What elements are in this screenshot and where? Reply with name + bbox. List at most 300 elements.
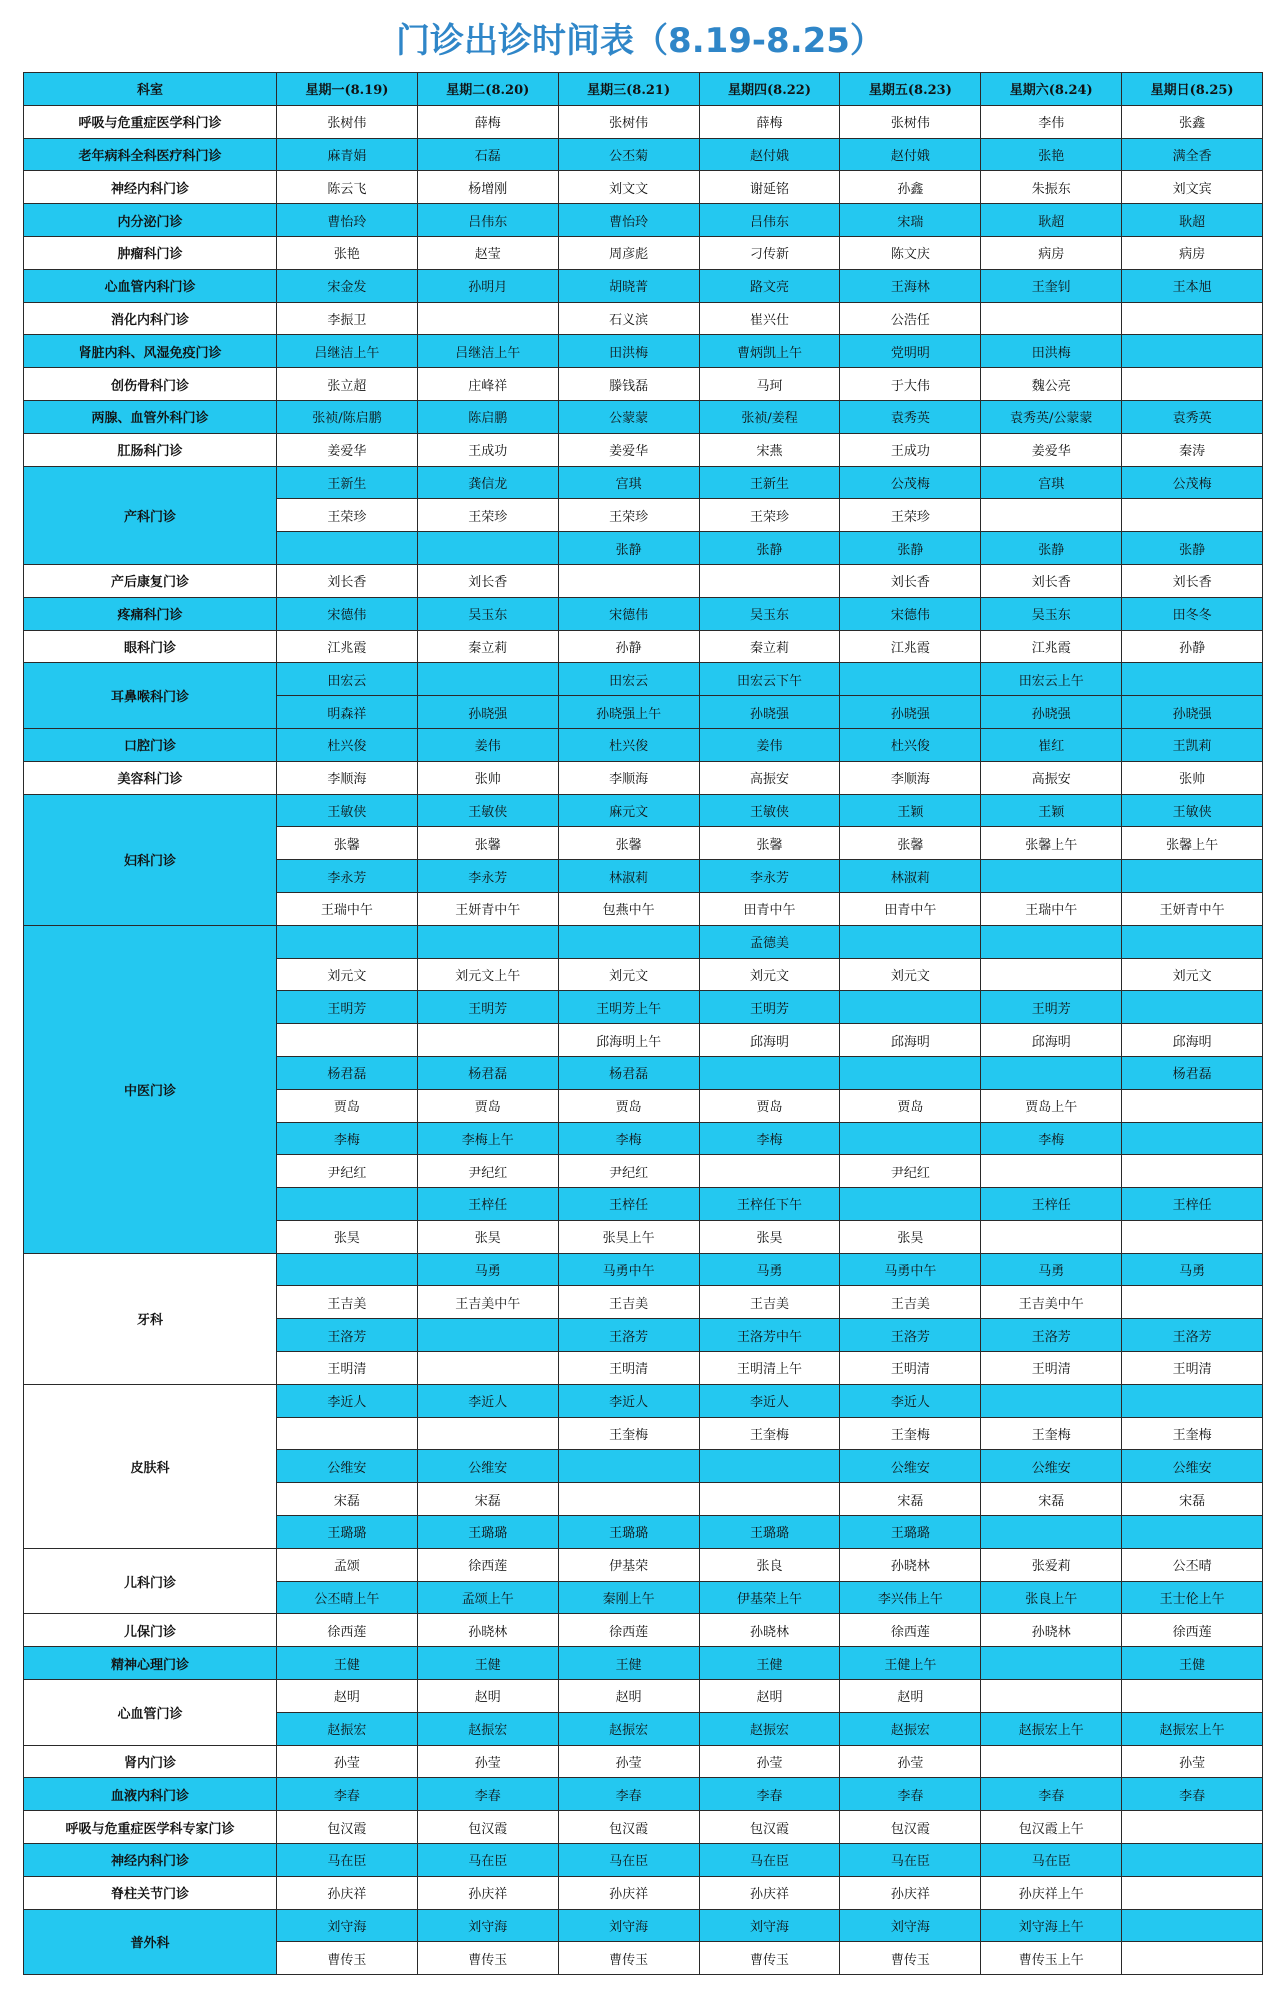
doctor-cell: 马勇中午 [558,1253,699,1286]
doctor-cell [981,1647,1122,1680]
table-row [24,1680,1263,1713]
doctor-cell: 曹炳凯上午 [699,335,840,368]
doctor-cell: 庄峰祥 [417,368,558,401]
doctor-cell: 魏公亮 [981,368,1122,401]
department-cell: 肛肠科门诊 [24,433,277,466]
doctor-cell: 刘守海上午 [981,1909,1122,1942]
doctor-cell: 张馨上午 [1122,827,1263,860]
doctor-cell: 公浩任 [840,302,981,335]
doctor-cell: 秦立莉 [699,630,840,663]
table-row [24,368,1263,401]
doctor-cell: 麻青娟 [277,138,418,171]
doctor-cell: 王吉美 [277,1286,418,1319]
department-cell: 产科门诊 [24,466,277,564]
doctor-cell: 王敏侠 [1122,794,1263,827]
table-row [24,204,1263,237]
doctor-cell: 李梅 [699,1122,840,1155]
doctor-cell: 李梅 [558,1122,699,1155]
doctor-cell: 王荣珍 [277,499,418,532]
doctor-cell: 马勇中午 [840,1253,981,1286]
doctor-cell: 王荣珍 [558,499,699,532]
table-row [24,1614,1263,1647]
doctor-cell: 孙莹 [1122,1745,1263,1778]
doctor-cell: 宋德伟 [277,597,418,630]
table-row [24,302,1263,335]
doctor-cell: 张昊 [699,1220,840,1253]
doctor-cell: 张艳 [981,138,1122,171]
doctor-cell [1122,1122,1263,1155]
doctor-cell [558,1483,699,1516]
doctor-cell: 王璐璐 [277,1516,418,1549]
schedule-body [24,105,1263,1974]
doctor-cell: 张良上午 [981,1581,1122,1614]
table-row [24,728,1263,761]
doctor-cell: 孙静 [1122,630,1263,663]
doctor-cell: 王明芳上午 [558,991,699,1024]
doctor-cell: 孙晓强 [1122,696,1263,729]
doctor-cell: 邱海明 [699,1024,840,1057]
doctor-cell: 尹纪红 [840,1155,981,1188]
doctor-cell: 李梅 [277,1122,418,1155]
doctor-cell: 孙庆祥上午 [981,1876,1122,1909]
doctor-cell: 宫琪 [981,466,1122,499]
doctor-cell: 李永芳 [417,860,558,893]
doctor-cell: 田宏云 [277,663,418,696]
doctor-cell: 袁秀英 [1122,400,1263,433]
doctor-cell: 刘元文 [840,958,981,991]
doctor-cell [981,1056,1122,1089]
doctor-cell [1122,1155,1263,1188]
doctor-cell: 刘守海 [558,1909,699,1942]
doctor-cell: 张馨 [558,827,699,860]
doctor-cell: 孙晓强 [840,696,981,729]
doctor-cell: 王梓任下午 [699,1188,840,1221]
doctor-cell: 赵振宏 [558,1712,699,1745]
doctor-cell: 刁传新 [699,236,840,269]
doctor-cell: 曹传玉 [840,1942,981,1975]
doctor-cell: 李梅上午 [417,1122,558,1155]
doctor-cell: 李顺海 [840,761,981,794]
doctor-cell: 崔兴仕 [699,302,840,335]
doctor-cell: 张树伟 [840,105,981,138]
doctor-cell [1122,1384,1263,1417]
doctor-cell [840,1122,981,1155]
doctor-cell: 王妍青中午 [417,892,558,925]
table-row [24,564,1263,597]
doctor-cell: 王明清 [840,1352,981,1385]
table-row [24,466,1263,499]
doctor-cell [1122,1286,1263,1319]
table-row [24,335,1263,368]
doctor-cell: 赵明 [277,1680,418,1713]
header-friday: 星期五(8.23) [840,73,981,106]
doctor-cell: 宋磊 [840,1483,981,1516]
doctor-cell: 路文亮 [699,269,840,302]
doctor-cell: 袁秀英/公蒙蒙 [981,400,1122,433]
doctor-cell: 吴玉东 [417,597,558,630]
doctor-cell [558,564,699,597]
doctor-cell: 王敏侠 [417,794,558,827]
doctor-cell [417,1319,558,1352]
doctor-cell [277,1253,418,1286]
doctor-cell [840,663,981,696]
doctor-cell: 刘守海 [699,1909,840,1942]
doctor-cell: 邱海明 [1122,1024,1263,1057]
doctor-cell [840,925,981,958]
doctor-cell: 王本旭 [1122,269,1263,302]
doctor-cell: 赵莹 [417,236,558,269]
doctor-cell: 徐西莲 [840,1614,981,1647]
doctor-cell [981,1384,1122,1417]
doctor-cell [699,1483,840,1516]
doctor-cell: 吕伟东 [699,204,840,237]
doctor-cell: 龚信龙 [417,466,558,499]
doctor-cell: 王吉美 [558,1286,699,1319]
doctor-cell: 王瑞中午 [981,892,1122,925]
doctor-cell: 公蒙蒙 [558,400,699,433]
table-row [24,171,1263,204]
department-cell: 老年病科全科医疗科门诊 [24,138,277,171]
department-cell: 牙科 [24,1253,277,1384]
doctor-cell: 李永芳 [699,860,840,893]
doctor-cell: 曹传玉 [277,1942,418,1975]
doctor-cell: 公茂梅 [1122,466,1263,499]
doctor-cell [1122,663,1263,696]
department-cell: 创伤骨科门诊 [24,368,277,401]
doctor-cell: 孙庆祥 [277,1876,418,1909]
doctor-cell: 孟颂 [277,1548,418,1581]
doctor-cell: 李春 [417,1778,558,1811]
doctor-cell: 伊基荣上午 [699,1581,840,1614]
doctor-cell [981,1516,1122,1549]
doctor-cell: 张馨 [277,827,418,860]
doctor-cell [981,1680,1122,1713]
doctor-cell: 陈文庆 [840,236,981,269]
department-cell: 肿瘤科门诊 [24,236,277,269]
doctor-cell: 公维安 [277,1450,418,1483]
doctor-cell [981,860,1122,893]
doctor-cell: 石义滨 [558,302,699,335]
doctor-cell [277,925,418,958]
doctor-cell: 王凯莉 [1122,728,1263,761]
doctor-cell: 王奎梅 [840,1417,981,1450]
doctor-cell: 王洛芳中午 [699,1319,840,1352]
doctor-cell: 宋金发 [277,269,418,302]
doctor-cell: 包汉霞 [277,1811,418,1844]
doctor-cell: 赵振宏 [277,1712,418,1745]
doctor-cell: 刘元文 [277,958,418,991]
doctor-cell: 赵付娥 [840,138,981,171]
doctor-cell: 孙晓强 [981,696,1122,729]
table-row [24,138,1263,171]
doctor-cell: 陈启鹏 [417,400,558,433]
doctor-cell: 王海林 [840,269,981,302]
doctor-cell: 王明清 [558,1352,699,1385]
doctor-cell: 孙晓林 [699,1614,840,1647]
doctor-cell: 陈云飞 [277,171,418,204]
doctor-cell [699,564,840,597]
table-row [24,1778,1263,1811]
doctor-cell: 孙晓强 [417,696,558,729]
doctor-cell [699,1056,840,1089]
doctor-cell: 孙庆祥 [840,1876,981,1909]
doctor-cell: 王明芳 [981,991,1122,1024]
doctor-cell: 宋瑞 [840,204,981,237]
table-row [24,269,1263,302]
doctor-cell: 王荣珍 [699,499,840,532]
doctor-cell: 病房 [1122,236,1263,269]
doctor-cell: 张昊 [840,1220,981,1253]
doctor-cell: 张树伟 [558,105,699,138]
doctor-cell: 薛梅 [699,105,840,138]
doctor-cell: 杨君磊 [277,1056,418,1089]
doctor-cell: 王荣珍 [417,499,558,532]
doctor-cell: 宋磊 [1122,1483,1263,1516]
doctor-cell: 田宏云下午 [699,663,840,696]
page-title: 门诊出诊时间表（8.19-8.25） [396,21,884,61]
doctor-cell [417,1024,558,1057]
doctor-cell: 王奎梅 [558,1417,699,1450]
department-cell: 呼吸与危重症医学科专家门诊 [24,1811,277,1844]
doctor-cell: 王明清 [981,1352,1122,1385]
doctor-cell: 张帅 [1122,761,1263,794]
doctor-cell: 徐西莲 [417,1548,558,1581]
doctor-cell [981,1155,1122,1188]
doctor-cell: 满全香 [1122,138,1263,171]
department-cell: 妇科门诊 [24,794,277,925]
doctor-cell: 刘文宾 [1122,171,1263,204]
doctor-cell: 杜兴俊 [840,728,981,761]
doctor-cell [1122,1876,1263,1909]
doctor-cell: 张静 [699,532,840,565]
doctor-cell: 张树伟 [277,105,418,138]
doctor-cell: 尹纪红 [277,1155,418,1188]
doctor-cell: 李春 [558,1778,699,1811]
doctor-cell: 刘长香 [981,564,1122,597]
doctor-cell: 尹纪红 [417,1155,558,1188]
doctor-cell: 李春 [277,1778,418,1811]
doctor-cell: 王吉美 [840,1286,981,1319]
doctor-cell: 李顺海 [277,761,418,794]
doctor-cell: 田宏云上午 [981,663,1122,696]
doctor-cell: 张静 [840,532,981,565]
doctor-cell: 王明芳 [699,991,840,1024]
doctor-cell: 王敏侠 [277,794,418,827]
doctor-cell: 宋德伟 [840,597,981,630]
doctor-cell: 杨增刚 [417,171,558,204]
doctor-cell: 张馨 [417,827,558,860]
table-row [24,1384,1263,1417]
doctor-cell: 李春 [1122,1778,1263,1811]
doctor-cell [277,1417,418,1450]
department-cell: 两腺、血管外科门诊 [24,400,277,433]
header-thursday: 星期四(8.22) [699,73,840,106]
doctor-cell: 王健上午 [840,1647,981,1680]
doctor-cell: 公维安 [981,1450,1122,1483]
doctor-cell [1122,499,1263,532]
doctor-cell: 张静 [981,532,1122,565]
doctor-cell: 张馨 [840,827,981,860]
table-row [24,1647,1263,1680]
doctor-cell: 王明清 [1122,1352,1263,1385]
doctor-cell: 姜伟 [699,728,840,761]
doctor-cell: 王敏侠 [699,794,840,827]
doctor-cell: 李振卫 [277,302,418,335]
doctor-cell: 张昊 [417,1220,558,1253]
doctor-cell: 王奎梅 [981,1417,1122,1450]
table-row [24,1253,1263,1286]
header-wednesday: 星期三(8.21) [558,73,699,106]
doctor-cell: 孟德美 [699,925,840,958]
doctor-cell: 周彦彪 [558,236,699,269]
doctor-cell: 林淑莉 [558,860,699,893]
doctor-cell [1122,1516,1263,1549]
doctor-cell: 吴玉东 [981,597,1122,630]
doctor-cell: 公丕晴上午 [277,1581,418,1614]
doctor-cell: 马勇 [417,1253,558,1286]
doctor-cell: 马在臣 [840,1844,981,1877]
doctor-cell: 孟颂上午 [417,1581,558,1614]
doctor-cell: 贾岛 [699,1089,840,1122]
doctor-cell: 宋磊 [417,1483,558,1516]
doctor-cell: 孙莹 [699,1745,840,1778]
doctor-cell: 刘守海 [417,1909,558,1942]
department-cell: 消化内科门诊 [24,302,277,335]
doctor-cell [417,663,558,696]
doctor-cell: 王璐璐 [840,1516,981,1549]
doctor-cell: 马勇 [981,1253,1122,1286]
doctor-cell: 孙莹 [840,1745,981,1778]
doctor-cell [981,958,1122,991]
doctor-cell: 王新生 [699,466,840,499]
doctor-cell: 王洛芳 [558,1319,699,1352]
doctor-cell: 孙晓林 [417,1614,558,1647]
doctor-cell: 赵明 [699,1680,840,1713]
doctor-cell: 徐西莲 [277,1614,418,1647]
department-cell: 皮肤科 [24,1384,277,1548]
doctor-cell [1122,1844,1263,1877]
header-row [24,73,1263,106]
doctor-cell: 赵振宏 [840,1712,981,1745]
department-cell: 内分泌门诊 [24,204,277,237]
doctor-cell: 王吉美中午 [417,1286,558,1319]
doctor-cell: 姜伟 [417,728,558,761]
doctor-cell: 包燕中午 [558,892,699,925]
doctor-cell: 宋磊 [277,1483,418,1516]
department-cell: 血液内科门诊 [24,1778,277,1811]
doctor-cell: 姜爱华 [981,433,1122,466]
doctor-cell: 杜兴俊 [558,728,699,761]
doctor-cell: 姜爱华 [558,433,699,466]
doctor-cell: 王健 [558,1647,699,1680]
doctor-cell: 宋燕 [699,433,840,466]
doctor-cell: 王新生 [277,466,418,499]
table-row [24,1548,1263,1581]
header-sunday: 星期日(8.25) [1122,73,1263,106]
doctor-cell: 刘长香 [840,564,981,597]
doctor-cell: 张艳 [277,236,418,269]
department-cell: 心血管门诊 [24,1680,277,1746]
doctor-cell: 王洛芳 [1122,1319,1263,1352]
doctor-cell: 赵明 [417,1680,558,1713]
doctor-cell: 王成功 [417,433,558,466]
doctor-cell: 孙鑫 [840,171,981,204]
doctor-cell: 王洛芳 [840,1319,981,1352]
doctor-cell: 田青中午 [840,892,981,925]
doctor-cell: 包汉霞 [699,1811,840,1844]
doctor-cell: 王健 [1122,1647,1263,1680]
doctor-cell: 张立超 [277,368,418,401]
doctor-cell: 刘元文上午 [417,958,558,991]
department-cell: 神经内科门诊 [24,171,277,204]
doctor-cell: 王吉美中午 [981,1286,1122,1319]
department-cell: 肾内门诊 [24,1745,277,1778]
doctor-cell: 江兆霞 [277,630,418,663]
doctor-cell: 谢延铭 [699,171,840,204]
doctor-cell: 田洪梅 [558,335,699,368]
doctor-cell: 马珂 [699,368,840,401]
doctor-cell: 徐西莲 [558,1614,699,1647]
doctor-cell: 赵振宏上午 [1122,1712,1263,1745]
doctor-cell [1122,991,1263,1024]
department-cell: 口腔门诊 [24,728,277,761]
doctor-cell [277,532,418,565]
doctor-cell: 胡晓菁 [558,269,699,302]
doctor-cell [981,925,1122,958]
doctor-cell: 王颖 [840,794,981,827]
doctor-cell: 病房 [981,236,1122,269]
doctor-cell: 邱海明 [840,1024,981,1057]
table-row [24,433,1263,466]
department-cell: 儿保门诊 [24,1614,277,1647]
doctor-cell: 朱振东 [981,171,1122,204]
doctor-cell [417,1417,558,1450]
doctor-cell [1122,302,1263,335]
doctor-cell: 赵付娥 [699,138,840,171]
doctor-cell: 张静 [1122,532,1263,565]
doctor-cell: 田冬冬 [1122,597,1263,630]
doctor-cell: 张祯/姜程 [699,400,840,433]
doctor-cell: 王璐璐 [417,1516,558,1549]
doctor-cell: 石磊 [417,138,558,171]
doctor-cell: 曹怡玲 [558,204,699,237]
doctor-cell: 王士伦上午 [1122,1581,1263,1614]
doctor-cell: 李春 [981,1778,1122,1811]
doctor-cell: 王奎梅 [699,1417,840,1450]
doctor-cell: 贾岛上午 [981,1089,1122,1122]
doctor-cell: 秦刚上午 [558,1581,699,1614]
doctor-cell: 王明清上午 [699,1352,840,1385]
doctor-cell: 张良 [699,1548,840,1581]
doctor-cell: 李兴伟上午 [840,1581,981,1614]
doctor-cell: 张鑫 [1122,105,1263,138]
doctor-cell: 王璐璐 [558,1516,699,1549]
header-saturday: 星期六(8.24) [981,73,1122,106]
doctor-cell: 包汉霞 [558,1811,699,1844]
table-row [24,1909,1263,1942]
doctor-cell: 王成功 [840,433,981,466]
doctor-cell: 伊基荣 [558,1548,699,1581]
doctor-cell: 袁秀英 [840,400,981,433]
doctor-cell [699,1450,840,1483]
doctor-cell [277,1188,418,1221]
doctor-cell: 孙庆祥 [699,1876,840,1909]
doctor-cell: 包汉霞 [417,1811,558,1844]
doctor-cell: 贾岛 [417,1089,558,1122]
doctor-cell [417,532,558,565]
doctor-cell: 包汉霞上午 [981,1811,1122,1844]
doctor-cell: 孙晓强上午 [558,696,699,729]
